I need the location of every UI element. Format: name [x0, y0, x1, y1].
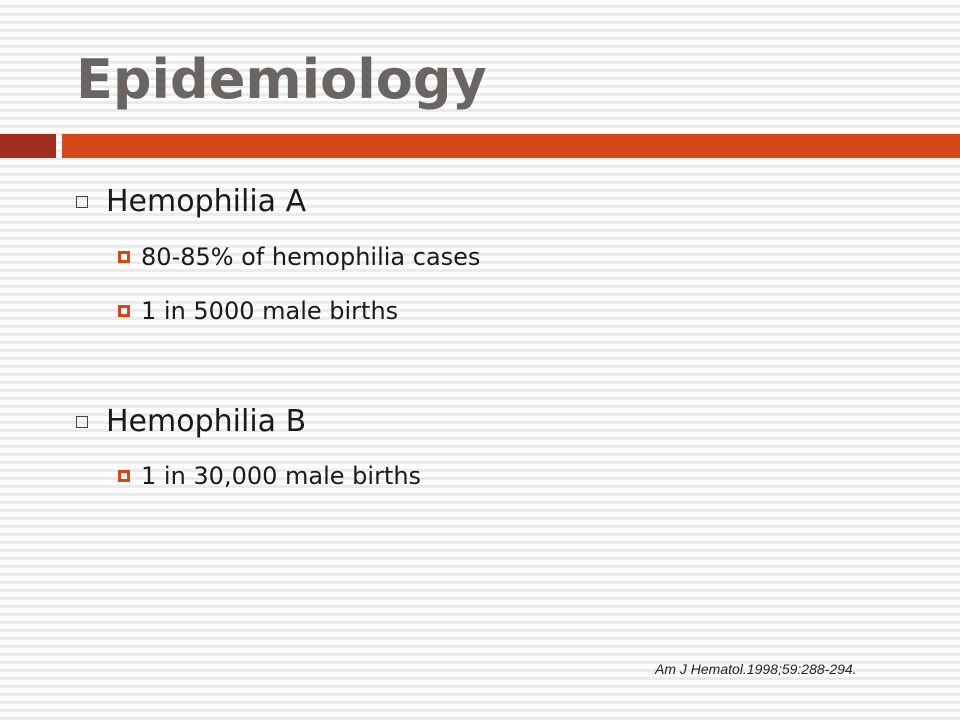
- hollow-square-bullet-icon: [76, 416, 88, 428]
- bullet-hemophilia-b: [76, 402, 306, 442]
- sub-bullet-text: 80-85% of hemophilia cases: [141, 243, 481, 271]
- section-heading: Hemophilia B: [106, 404, 307, 439]
- citation: Am J Hematol.1998;59:288-294.: [655, 661, 857, 677]
- sub-bullet: [118, 240, 480, 274]
- hollow-square-bullet-icon: [76, 196, 88, 208]
- sub-bullet: [118, 459, 421, 493]
- slide-title: Epidemiology: [76, 48, 487, 111]
- filled-square-bullet-icon: [118, 470, 130, 482]
- filled-square-bullet-icon: [118, 251, 130, 263]
- sub-bullet-text: 1 in 5000 male births: [141, 297, 399, 325]
- section-heading: Hemophilia A: [106, 184, 307, 219]
- bullet-hemophilia-a: [76, 182, 306, 222]
- filled-square-bullet-icon: [118, 305, 130, 317]
- title-accent-bar-right: [62, 134, 960, 158]
- sub-bullet-text: 1 in 30,000 male births: [141, 462, 422, 490]
- sub-bullet: [118, 294, 398, 328]
- title-accent-bar-left: [0, 134, 56, 158]
